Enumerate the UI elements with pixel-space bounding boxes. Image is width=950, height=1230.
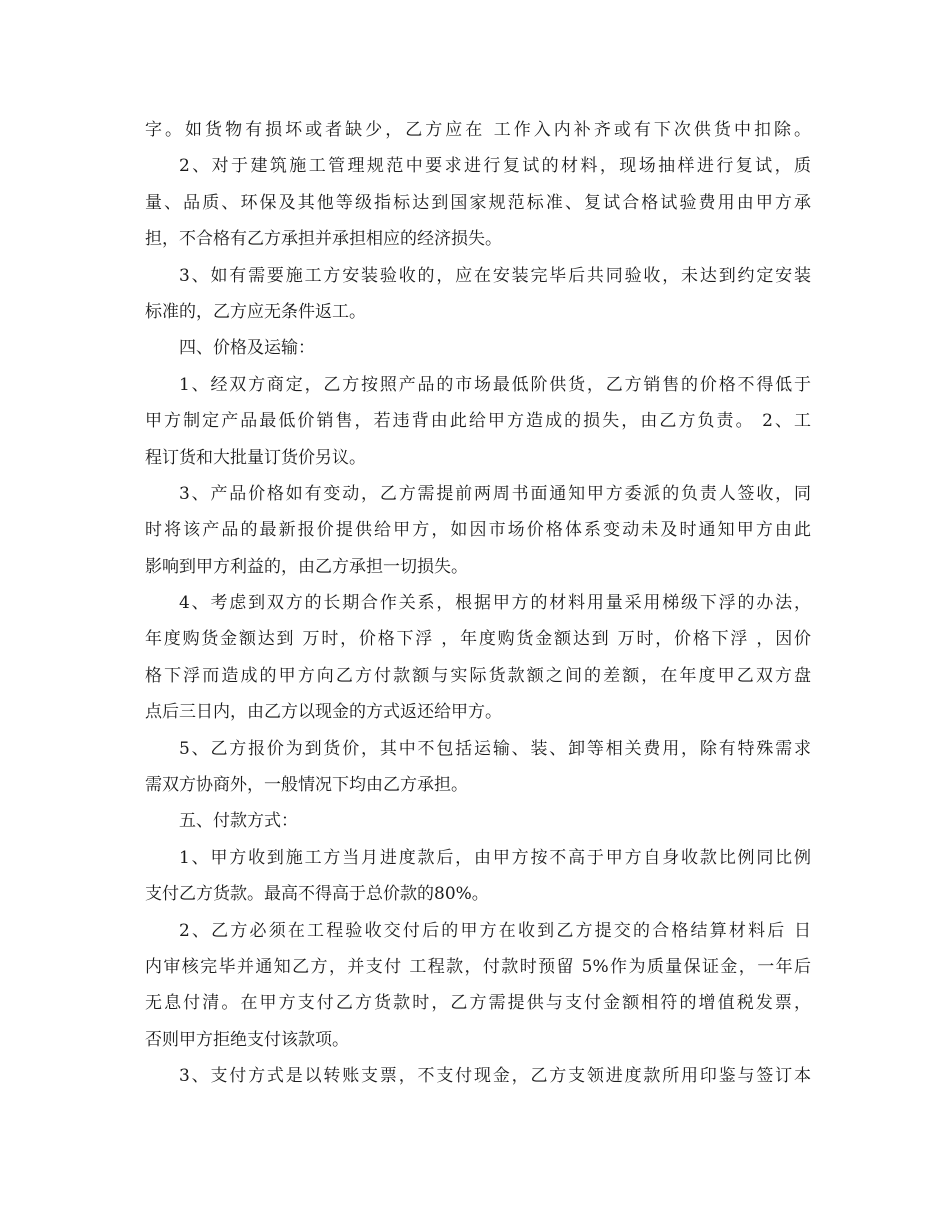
text-line: 5、乙方报价为到货价，其中不包括运输、装、卸等相关费用，除有特殊需求	[179, 738, 811, 759]
text-line: 支付乙方货款。最高不得高于总价款的80%。	[145, 884, 489, 905]
text-line: 时将该产品的最新报价提供给甲方，如因市场价格体系变动未及时通知甲方由此	[145, 520, 811, 541]
text-line: 内审核完毕并通知乙方，并支付 工程款，付款时预留 5%作为质量保证金，一年后	[145, 956, 811, 977]
text-line: 年度购货金额达到 万时，价格下浮 ，年度购货金额达到 万时，价格下浮 ，因价	[145, 629, 811, 650]
text-line: 3、产品价格如有变动，乙方需提前两周书面通知甲方委派的负责人签收，同	[179, 483, 811, 504]
text-line: 程订货和大批量订货价另议。	[145, 447, 366, 468]
text-line: 需双方协商外，一般情况下均由乙方承担。	[145, 775, 468, 796]
text-line: 量、品质、环保及其他等级指标达到国家规范标准、复试合格试验费用由甲方承	[145, 192, 811, 213]
text-line: 字。如货物有损坏或者缺少，乙方应在 工作入内补齐或有下次供货中扣除。	[145, 120, 811, 140]
text-line: 2、乙方必须在工程验收交付后的甲方在收到乙方提交的合格结算材料后 日	[179, 920, 811, 941]
text-line: 无息付清。在甲方支付乙方货款时，乙方需提供与支付金额相符的增值税发票，	[145, 993, 811, 1014]
text-line: 1、甲方收到施工方当月进度款后，由甲方按不高于甲方自身收款比例同比例	[179, 847, 811, 868]
text-line: 格下浮而造成的甲方向乙方付款额与实际货款额之间的差额，在年度甲乙双方盘	[145, 665, 811, 686]
section-heading: 四、价格及运输：	[179, 338, 315, 359]
text-line: 2、对于建筑施工管理规范中要求进行复试的材料，现场抽样进行复试，质	[179, 156, 811, 177]
text-line: 标准的，乙方应无条件返工。	[145, 301, 366, 322]
text-line: 3、支付方式是以转账支票，不支付现金，乙方支领进度款所用印鉴与签订本	[179, 1066, 811, 1087]
contract-text-body	[145, 112, 811, 1095]
text-line: 4、考虑到双方的长期合作关系，根据甲方的材料用量采用梯级下浮的办法，	[179, 593, 811, 614]
text-line: 影响到甲方利益的，由乙方承担一切损失。	[145, 556, 468, 577]
text-line: 甲方制定产品最低价销售，若违背由此给甲方造成的损失，由乙方负责。 2、工	[145, 411, 811, 432]
text-line: 否则甲方拒绝支付该款项。	[145, 1029, 349, 1050]
text-line: 3、如有需要施工方安装验收的，应在安装完毕后共同验收，未达到约定安装	[179, 265, 811, 286]
text-line: 担，不合格有乙方承担并承担相应的经济损失。	[145, 229, 502, 250]
section-heading: 五、付款方式：	[179, 811, 298, 832]
text-line: 点后三日内，由乙方以现金的方式返还给甲方。	[145, 702, 502, 723]
text-line: 1、经双方商定，乙方按照产品的市场最低阶供货，乙方销售的价格不得低于	[179, 374, 811, 395]
